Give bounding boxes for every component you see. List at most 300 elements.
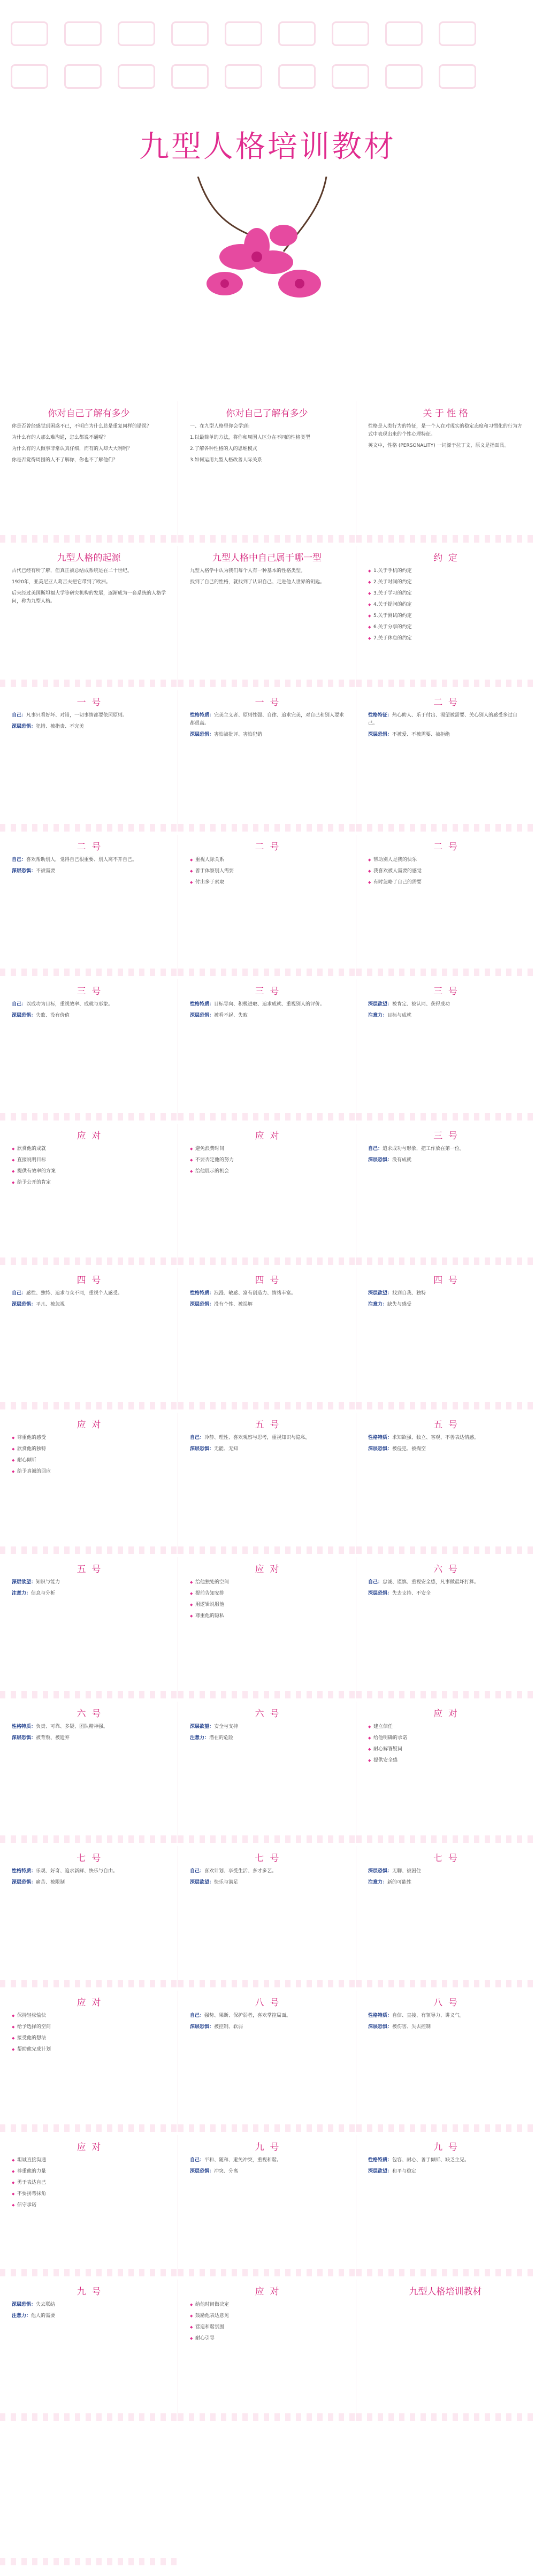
bullet-item: ◆ 鼓励他表达意见 <box>190 2312 345 2320</box>
bullet-item: ◆ 避免浪费时间 <box>190 1145 345 1153</box>
field-label: 性格特质： <box>190 1291 215 1296</box>
slide-field <box>190 1301 345 1309</box>
slide-footer-pattern <box>0 1691 178 1698</box>
field-value: 目标与成就 <box>387 1013 412 1018</box>
slide-field <box>368 1579 524 1587</box>
motif-shape <box>11 21 48 46</box>
slide <box>356 401 534 543</box>
field-value: 忠诚、谨慎、重视安全感，凡事做最坏打算。 <box>383 1580 479 1585</box>
slide-title: 你对自己了解有多少 <box>226 408 308 419</box>
slide-field <box>12 1723 167 1731</box>
slide <box>356 1124 534 1265</box>
field-label: 深层恐惧： <box>12 868 36 874</box>
bullet-item: ◆ 不要拐弯抹角 <box>12 2190 167 2198</box>
bullet-item: ◆ 1.关于手机的约定 <box>368 567 524 575</box>
slide-title: 应 对 <box>255 2287 279 2297</box>
bullet-item: ◆ 营造和谐氛围 <box>190 2323 345 2331</box>
slide-footer-pattern <box>356 2413 534 2421</box>
slide-body <box>190 1145 345 1179</box>
slide-field <box>190 1434 345 1442</box>
field-value: 乐观、好奇、追求新鲜、快乐与自由。 <box>36 1869 118 1874</box>
slide-field <box>368 1301 524 1309</box>
slide-title: 九型人格中自己属于哪一型 <box>212 553 322 563</box>
field-label: 深层欲望： <box>190 1880 215 1885</box>
bullet-item: ◆ 给他展示的机会 <box>190 1168 345 1176</box>
slide-body <box>190 2301 345 2346</box>
bullet-item: ◆ 勇于表达自己 <box>12 2179 167 2187</box>
slide-body <box>12 567 167 609</box>
motif-shape <box>171 21 209 46</box>
bullet-item: ◆ 坦诚直接沟通 <box>12 2156 167 2165</box>
slide-title: 八 号 <box>255 1998 279 2008</box>
field-label: 深层恐惧： <box>190 2024 215 2030</box>
slide-title: 五 号 <box>433 1420 457 1430</box>
slide <box>178 1991 356 2132</box>
slide-row <box>0 1124 535 1265</box>
slide-field <box>12 1012 167 1020</box>
field-label: 深层恐惧： <box>12 1735 36 1741</box>
slide-title: 七 号 <box>255 1853 279 1864</box>
slide-footer-pattern <box>0 1257 178 1265</box>
slide-paragraph: 英文中，性格 (PERSONALITY) 一词源于拉丁文，原义是指面具。 <box>368 443 509 448</box>
slide-field <box>190 1001 345 1009</box>
field-value: 凡事只看好坏、对错，一切事情都要依照原则。 <box>26 713 128 718</box>
slide-paragraph: 性格是人类行为的特征，是一个人在对现实的稳定态度和习惯化的行为方式中表现出来的个性心理特征。 <box>368 424 523 437</box>
bullet-item: ◆ 给予选择的空间 <box>12 2023 167 2031</box>
motif-shape <box>225 21 262 46</box>
motif-shape <box>11 64 48 89</box>
field-label: 深层欲望： <box>12 1580 36 1585</box>
slide-title: 八 号 <box>433 1998 457 2008</box>
slide-footer-pattern <box>356 1113 534 1121</box>
motif-shape <box>439 21 476 46</box>
field-label: 性格特质： <box>368 1435 393 1441</box>
slide-field <box>190 731 345 739</box>
bullet-item: ◆ 善于体察别人需要 <box>190 867 345 875</box>
field-value: 追求成功与形象，把工作放在第一位。 <box>383 1146 465 1152</box>
field-value: 被背叛、被遗弃 <box>36 1735 70 1741</box>
slide-body <box>12 2301 167 2323</box>
field-label: 深层恐惧： <box>368 732 393 737</box>
bullet-list <box>190 2301 345 2343</box>
slide <box>356 1702 534 1843</box>
slide-field <box>190 2156 345 2165</box>
bullet-list <box>12 2012 167 2054</box>
slide-title: 三 号 <box>433 1131 457 1141</box>
field-label: 深层恐惧： <box>368 2024 393 2030</box>
field-value: 和平与稳定 <box>392 2169 417 2174</box>
field-label: 性格特征： <box>368 713 393 718</box>
bullet-item: ◆ 6.关于分享的约定 <box>368 623 524 631</box>
field-label: 自己： <box>190 1869 205 1874</box>
field-value: 没有成就 <box>392 1157 412 1163</box>
field-value: 缺失与感受 <box>387 1302 412 1307</box>
field-value: 信息与分析 <box>31 1591 56 1596</box>
field-label: 性格特质： <box>368 2158 393 2163</box>
bullet-item: ◆ 耐心倾听 <box>12 1457 167 1465</box>
slide-body <box>12 712 167 734</box>
slide-paragraph: 1920年，亚美尼亚人葛吉夫把它带到了欧洲。 <box>12 580 111 585</box>
slide-body <box>190 712 345 742</box>
bullet-list <box>190 856 345 887</box>
field-value: 被侵犯、被掏空 <box>392 1446 426 1452</box>
slide-body <box>12 2012 167 2057</box>
slide-footer-pattern <box>356 1402 534 1409</box>
slide <box>356 1268 534 1409</box>
slide-title: 约 定 <box>433 553 457 563</box>
bullet-item: ◆ 用逻辑说服他 <box>190 1601 345 1609</box>
slide-footer-pattern <box>178 969 356 976</box>
slide-row <box>0 1413 535 1554</box>
slide-title: 七 号 <box>77 1853 101 1864</box>
slide-footer-pattern <box>356 2124 534 2132</box>
bullet-item: ◆ 帮助别人是我的快乐 <box>368 856 524 864</box>
slide-field <box>12 1290 167 1298</box>
bullet-item: ◆ 2.关于时间的约定 <box>368 578 524 586</box>
slide-title: 应 对 <box>77 1998 101 2008</box>
slide-field <box>190 1879 345 1887</box>
slide-footer-pattern <box>0 1546 178 1554</box>
bullet-item: ◆ 尊重他的感受 <box>12 1434 167 1442</box>
slide-body <box>368 2012 524 2034</box>
field-value: 找到自我、独特 <box>392 1291 426 1296</box>
bullet-item: ◆ 尊重他的力量 <box>12 2168 167 2176</box>
field-label: 深层恐惧： <box>190 1302 215 1307</box>
field-label: 注意力： <box>12 1591 32 1596</box>
field-label: 深层恐惧： <box>12 724 36 729</box>
slide-footer-pattern <box>178 1691 356 1698</box>
slide-body <box>190 856 345 890</box>
bullet-item: ◆ 重视人际关系 <box>190 856 345 864</box>
field-label: 深层恐惧： <box>190 1446 215 1452</box>
field-value: 快乐与满足 <box>214 1880 239 1885</box>
slide-body <box>12 1868 167 1890</box>
slide-field <box>190 2168 345 2176</box>
slide-field <box>12 867 167 875</box>
bullet-list <box>12 1434 167 1476</box>
field-label: 自己： <box>190 2158 205 2163</box>
field-label: 深层恐惧： <box>12 1013 36 1018</box>
slide <box>178 1846 356 1987</box>
slide <box>178 1702 356 1843</box>
slide-footer-pattern <box>178 1835 356 1843</box>
slide-field <box>190 1012 345 1020</box>
field-value: 负责、可靠、多疑、团队精神强。 <box>36 1724 109 1729</box>
bullet-item: ◆ 耐心引导 <box>190 2335 345 2343</box>
field-value: 犯错、被指责、不完美 <box>36 724 85 729</box>
field-label: 自己： <box>368 1580 383 1585</box>
field-value: 没有个性、被误解 <box>214 1302 253 1307</box>
slide-field <box>368 1879 524 1887</box>
slide-footer-pattern <box>0 2413 178 2421</box>
slide-field <box>368 1001 524 1009</box>
slide-field <box>368 1868 524 1876</box>
slide <box>0 690 178 832</box>
motif-shape <box>332 64 369 89</box>
slide <box>178 1124 356 1265</box>
slide-title: 二 号 <box>433 697 457 708</box>
field-label: 性格特质： <box>12 1724 36 1729</box>
slide-title: 应 对 <box>77 1131 101 1141</box>
slide-footer-pattern <box>356 2269 534 2276</box>
field-value: 安全与支持 <box>214 1724 239 1729</box>
slide-title: 九型人格培训教材 <box>409 2287 482 2297</box>
field-label: 注意力： <box>12 2313 32 2319</box>
cover-slide <box>0 0 535 401</box>
slide-footer-pattern <box>178 824 356 832</box>
slide-field <box>190 1734 345 1742</box>
field-label: 深层欲望： <box>368 1291 393 1296</box>
field-value: 强势、果断、保护弱者，喜欢掌控局面。 <box>204 2013 292 2018</box>
bullet-list <box>368 856 524 887</box>
field-value: 痛苦、被限制 <box>36 1880 65 1885</box>
slide-footer-pattern <box>178 1257 356 1265</box>
slide-body <box>190 1579 345 1624</box>
bullet-item: ◆ 接受他的想法 <box>12 2034 167 2042</box>
field-label: 注意力： <box>190 1735 210 1741</box>
slide-field <box>368 1434 524 1442</box>
slide-field <box>12 1590 167 1598</box>
field-label: 性格特质： <box>190 1002 215 1007</box>
field-value: 平和、随和、避免冲突，重视和谐。 <box>204 2158 282 2163</box>
bullet-item: ◆ 提供安全感 <box>368 1757 524 1765</box>
field-label: 深层恐惧： <box>190 2169 215 2174</box>
field-label: 注意力： <box>368 1880 388 1885</box>
slide-title: 五 号 <box>255 1420 279 1430</box>
slide-title: 四 号 <box>255 1275 279 1286</box>
bullet-list <box>368 567 524 643</box>
slide-body <box>368 1145 524 1168</box>
slide-footer-pattern <box>178 1402 356 1409</box>
field-label: 深层恐惧： <box>12 1302 36 1307</box>
slide-body <box>190 423 345 468</box>
slide-paragraph: 为什么有的人那么难沟通，怎么都说不通呢？ <box>12 435 109 440</box>
slide-footer-pattern <box>0 680 178 687</box>
field-value: 以成功为目标，重视效率、成就与形象。 <box>26 1002 113 1007</box>
slide-footer-pattern <box>178 2269 356 2276</box>
slide-footer-pattern <box>0 1835 178 1843</box>
slide-body <box>12 423 167 468</box>
slide-body <box>190 1868 345 1890</box>
slide-footer-pattern <box>178 1980 356 1987</box>
slide-row <box>0 2424 535 2565</box>
field-label: 性格特质： <box>190 713 215 718</box>
slide-field <box>368 1290 524 1298</box>
slide-field <box>368 1590 524 1598</box>
slide-field <box>190 712 345 728</box>
slide-body <box>190 1434 345 1457</box>
field-value: 感性、独特、追求与众不同，重视个人感受。 <box>26 1291 123 1296</box>
slide <box>356 979 534 1121</box>
field-value: 被控制、软弱 <box>214 2024 243 2030</box>
slide <box>178 546 356 687</box>
bullet-item: ◆ 有时忽略了自己的需要 <box>368 879 524 887</box>
bullet-list <box>190 1579 345 1620</box>
slide-body <box>190 2156 345 2179</box>
field-value: 他人的需要 <box>31 2313 56 2319</box>
bullet-item: ◆ 欣赏他的成就 <box>12 1145 167 1153</box>
slide-title: 九 号 <box>255 2142 279 2153</box>
slide-field <box>12 2301 167 2309</box>
slide <box>0 2280 178 2421</box>
slide-footer-pattern <box>356 1980 534 1987</box>
slide <box>0 1991 178 2132</box>
bullet-item: ◆ 帮助他完成计划 <box>12 2046 167 2054</box>
slide-field <box>368 1445 524 1453</box>
field-label: 深层恐惧： <box>190 1013 215 1018</box>
slide-body <box>368 1434 524 1457</box>
motif-shape <box>225 64 262 89</box>
slide-field <box>190 1723 345 1731</box>
field-value: 不被爱、不被需要、被拒绝 <box>392 732 450 737</box>
slide <box>356 1557 534 1698</box>
motif-shape <box>332 21 369 46</box>
field-value: 包容、耐心、善于倾听、缺乏主见。 <box>392 2158 470 2163</box>
field-value: 目标导向、积极进取、追求成就、重视别人的评价。 <box>214 1002 325 1007</box>
slide-footer-pattern <box>356 535 534 543</box>
slide-field <box>12 856 167 864</box>
field-value: 喜欢帮助别人，觉得自己很重要、别人离不开自己。 <box>26 857 137 863</box>
motif-shape <box>439 64 476 89</box>
slide <box>356 2135 534 2276</box>
slide-field <box>368 2168 524 2176</box>
slide-footer-pattern <box>178 1113 356 1121</box>
motif-shape <box>278 21 316 46</box>
slide-title: 应 对 <box>433 1709 457 1719</box>
slide-row <box>0 2280 535 2421</box>
bullet-item: ◆ 给予真诚的回应 <box>12 1468 167 1476</box>
bullet-item: ◆ 尊重他的隐私 <box>190 1612 345 1620</box>
slide-field <box>368 2156 524 2165</box>
bullet-list <box>12 2156 167 2209</box>
slide-paragraph: 你是否曾经感觉到困惑不已，不明白为什么总是重复同样的错误？ <box>12 424 152 429</box>
slide-footer-pattern <box>0 2269 178 2276</box>
slide-title: 五 号 <box>77 1564 101 1575</box>
slide-body <box>12 2156 167 2213</box>
slide-paragraph: 后来经过美国斯坦福大学等研究机构的发展，逐渐成为一套系统的人格学问，称为九型人格。 <box>12 591 166 604</box>
slide-footer-pattern <box>178 2413 356 2421</box>
bullet-item: ◆ 4.关于提问的约定 <box>368 601 524 609</box>
motif-shape <box>64 64 102 89</box>
field-label: 深层恐惧： <box>368 1157 393 1163</box>
field-value: 平凡、被忽视 <box>36 1302 65 1307</box>
slide-footer-pattern <box>356 1257 534 1265</box>
field-value: 潜在的危险 <box>209 1735 234 1741</box>
slide <box>0 546 178 687</box>
slide <box>0 1268 178 1409</box>
field-value: 知识与能力 <box>36 1580 60 1585</box>
bullet-item: ◆ 给他明确的承诺 <box>368 1734 524 1742</box>
motif-shape <box>385 21 423 46</box>
field-value: 害怕被批评、害怕犯错 <box>214 732 263 737</box>
slide-field <box>368 2012 524 2020</box>
slide-row <box>0 835 535 976</box>
slide-body <box>368 1868 524 1890</box>
slide <box>356 690 534 832</box>
slide <box>0 835 178 976</box>
slide-field <box>12 1879 167 1887</box>
slide <box>356 835 534 976</box>
slide <box>178 401 356 543</box>
bullet-item: ◆ 提供有效率的方案 <box>12 1168 167 1176</box>
slide-field <box>12 1001 167 1009</box>
field-value: 冲突、分离 <box>214 2169 239 2174</box>
slide-title: 六 号 <box>433 1564 457 1575</box>
slide-body <box>190 1723 345 1746</box>
slide-footer-pattern <box>356 1835 534 1843</box>
slide-title: 六 号 <box>77 1709 101 1719</box>
field-value: 无能、无知 <box>214 1446 239 1452</box>
slide-row <box>0 1846 535 1987</box>
slide-footer-pattern <box>0 2558 178 2565</box>
slide-footer-pattern <box>178 1546 356 1554</box>
slide-body <box>190 2012 345 2034</box>
slide <box>0 2135 178 2276</box>
slide-title: 二 号 <box>77 842 101 852</box>
field-value: 自信、直接、有领导力、讲义气。 <box>392 2013 465 2018</box>
slide-title: 应 对 <box>77 1420 101 1430</box>
field-label: 深层恐惧： <box>368 1446 393 1452</box>
slide-field <box>190 1445 345 1453</box>
slide-field <box>12 1301 167 1309</box>
bullet-item: ◆ 欣赏他的独特 <box>12 1445 167 1453</box>
slide-field <box>368 731 524 739</box>
slide <box>178 2280 356 2421</box>
bullet-item: ◆ 给他时间做决定 <box>190 2301 345 2309</box>
motif-shape <box>118 64 155 89</box>
slide-paragraph: 九型人格学中认为我们每个人有一种基本的性格类型。 <box>190 568 306 574</box>
slide-title: 应 对 <box>255 1131 279 1141</box>
slide <box>178 1268 356 1409</box>
slide-body <box>368 423 524 453</box>
slide-body <box>368 567 524 646</box>
slide-footer-pattern <box>0 969 178 976</box>
slide <box>178 1413 356 1554</box>
orchid-image <box>177 177 358 321</box>
slide-body <box>190 1001 345 1023</box>
slide-footer-pattern <box>0 824 178 832</box>
slide-field <box>368 2023 524 2031</box>
slide-paragraph: 你是否觉得周围的人不了解你，你也不了解他们？ <box>12 458 118 463</box>
slide-field <box>12 1868 167 1876</box>
slide-footer-pattern <box>356 680 534 687</box>
slide-paragraph: 找到了自己的性格，就找到了认识自己、走进他人世界的钥匙。 <box>190 580 325 585</box>
field-label: 注意力： <box>368 1302 388 1307</box>
bullet-item: ◆ 耐心解答疑问 <box>368 1746 524 1754</box>
slide-title: 你对自己了解有多少 <box>48 408 130 419</box>
motif-shape <box>171 64 209 89</box>
field-label: 自己： <box>190 2013 205 2018</box>
field-value: 喜欢计划、享受生活、多才多艺。 <box>204 1869 277 1874</box>
bullet-item: ◆ 直接说明目标 <box>12 1156 167 1164</box>
slide-body <box>190 1290 345 1312</box>
bullet-item: ◆ 3.关于学习的约定 <box>368 590 524 598</box>
slide-paragraph: 1.以最简单的方法，将你和周围人区分在不同的性格类型 <box>190 435 310 440</box>
field-label: 性格特质： <box>12 1869 36 1874</box>
slide <box>0 1846 178 1987</box>
slide-row <box>0 1268 535 1409</box>
slide-title: 九 号 <box>77 2287 101 2297</box>
field-label: 自己： <box>12 1002 27 1007</box>
slide-footer-pattern <box>356 1691 534 1698</box>
slide-body <box>12 1001 167 1023</box>
field-value: 被看不起、失败 <box>214 1013 248 1018</box>
slide <box>356 1991 534 2132</box>
field-label: 深层恐惧： <box>12 2302 36 2307</box>
slide <box>0 979 178 1121</box>
slide-paragraph: 古代已经有所了解，但真正被总结成系统是在二十世纪。 <box>12 568 133 574</box>
slide-field <box>190 2012 345 2020</box>
